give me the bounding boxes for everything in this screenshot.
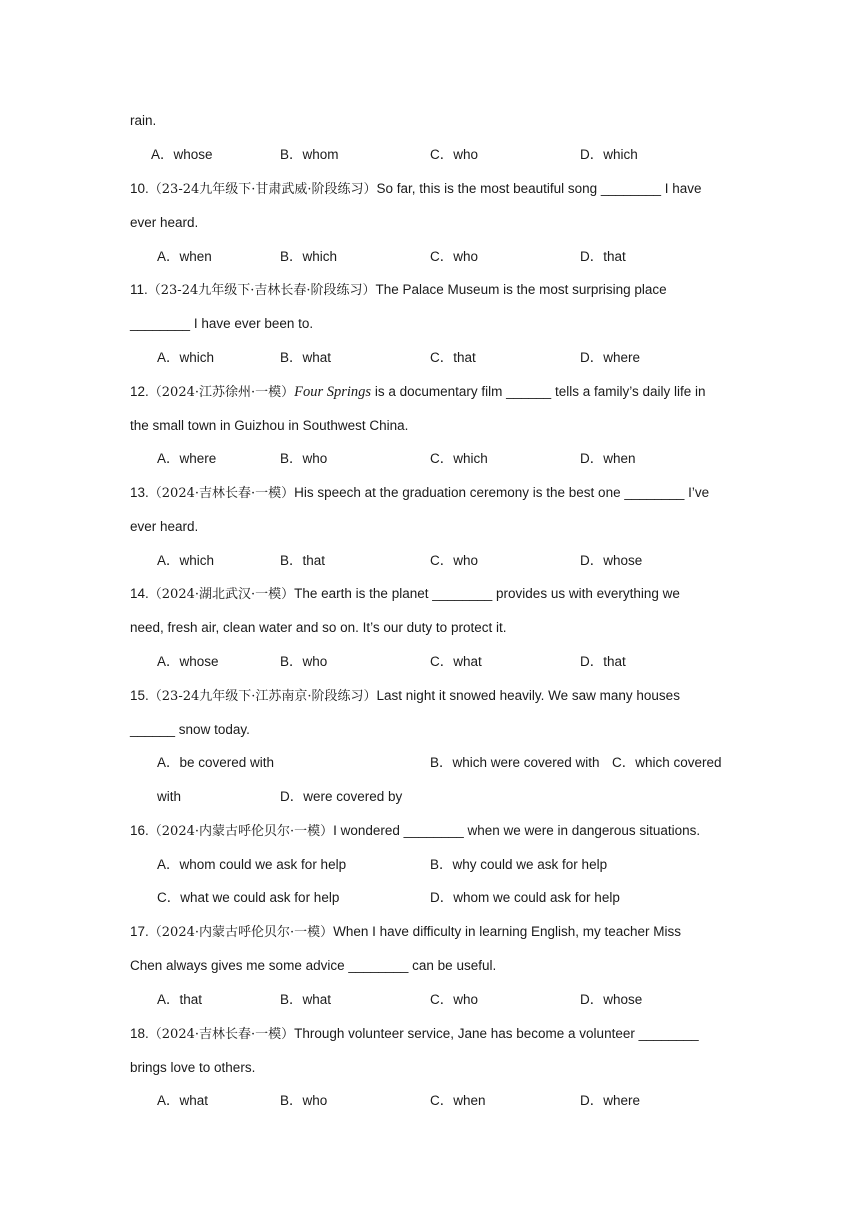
q15-option-c: C．which covered (612, 755, 722, 770)
question-12-line-1 (130, 383, 734, 402)
q16-option-d: D．whom we could ask for help (430, 890, 620, 905)
q9-option-d: D．which (580, 147, 638, 162)
question-number: 12. (130, 384, 149, 399)
question-14-line-2: need, fresh air, clean water and so on. It’s our duty to protect it. (130, 620, 507, 635)
q13-option-c: C．who (430, 553, 479, 568)
question-18-line-1 (130, 1025, 734, 1044)
q14-option-b: B．who (280, 654, 328, 669)
question-number: 18. (130, 1026, 149, 1041)
question-number: 17. (130, 924, 149, 939)
q10-option-a: A．when (157, 249, 212, 264)
q15-option-b: B．which were covered with (430, 755, 600, 770)
q16-option-c: C．what we could ask for help (157, 890, 340, 905)
q17-option-c: C．who (430, 992, 479, 1007)
question-text: His speech at the graduation ceremony is the best one ________ I’ve (294, 485, 710, 500)
q12-option-d: D．when (580, 451, 636, 466)
question-11-line-1 (130, 281, 734, 300)
question-17-line-2: Chen always gives me some advice ________ can be useful. (130, 958, 497, 973)
question-source: （23-24九年级下·吉林长春·阶段练习） (147, 283, 376, 298)
q10-option-b: B．which (280, 249, 338, 264)
question-10-line-1 (130, 180, 734, 199)
q10-option-c: C．who (430, 249, 479, 264)
question-source: （2024·湖北武汉·一模） (148, 587, 295, 602)
question-source: （2024·吉林长春·一模） (148, 1027, 295, 1042)
q15-option-a: A．be covered with (157, 755, 275, 770)
q18-option-d: D．where (580, 1093, 641, 1108)
question-10-line-2: ever heard. (130, 215, 199, 230)
q14-option-a: A．whose (157, 654, 219, 669)
q15-option-c-wrap: with (157, 789, 182, 804)
q17-option-d: D．whose (580, 992, 643, 1007)
question-text: When I have difficulty in learning English, my teacher Miss (333, 924, 682, 939)
question-text: I wondered ________ when we were in dangerous situations. (333, 823, 701, 838)
q18-option-b: B．who (280, 1093, 328, 1108)
question-16-line-1 (130, 822, 734, 841)
question-13-line-2: ever heard. (130, 519, 199, 534)
q12-option-c: C．which (430, 451, 488, 466)
q11-option-b: B．what (280, 350, 332, 365)
question-14-line-1 (130, 585, 734, 604)
question-text: So far, this is the most beautiful song ________ I have (376, 181, 702, 196)
q14-option-d: D．that (580, 654, 626, 669)
question-12-line-2: the small town in Guizhou in Southwest China. (130, 418, 409, 433)
q13-option-a: A．which (157, 553, 215, 568)
question-18-line-2: brings love to others. (130, 1060, 256, 1075)
question-number: 13. (130, 485, 149, 500)
question-number: 11. (130, 282, 148, 297)
q17-option-a: A．that (157, 992, 203, 1007)
q9-option-c: C．who (430, 147, 479, 162)
question-source: （2024·吉林长春·一模） (148, 486, 295, 501)
question-15-line-2: ______ snow today. (130, 722, 250, 737)
q18-option-a: A．what (157, 1093, 209, 1108)
q13-option-d: D．whose (580, 553, 643, 568)
q14-option-c: C．what (430, 654, 482, 669)
q17-option-b: B．what (280, 992, 332, 1007)
q13-option-b: B．that (280, 553, 326, 568)
question-text: Through volunteer service, Jane has become a volunteer ________ (294, 1026, 699, 1041)
question-source: （2024·内蒙古呼伦贝尔·一模） (148, 824, 334, 839)
q18-option-c: C．when (430, 1093, 486, 1108)
question-number: 16. (130, 823, 149, 838)
question-source: （2024·江苏徐州·一模） (148, 385, 295, 400)
q12-option-b: B．who (280, 451, 328, 466)
q12-option-a: A．where (157, 451, 217, 466)
question-15-line-1 (130, 687, 734, 706)
q11-option-d: D．where (580, 350, 641, 365)
question-text: The Palace Museum is the most surprising place (375, 282, 667, 297)
question-source: （23-24九年级下·江苏南京·阶段练习） (148, 689, 377, 704)
question-number: 14. (130, 586, 149, 601)
question-source: （23-24九年级下·甘肃武威·阶段练习） (148, 182, 377, 197)
question-number: 15. (130, 688, 149, 703)
q16-option-a: A．whom could we ask for help (157, 857, 347, 872)
question-13-line-1 (130, 484, 734, 503)
question-number: 10. (130, 181, 149, 196)
question-11-line-2: ________ I have ever been to. (130, 316, 314, 331)
q15-option-d: D．were covered by (280, 789, 403, 804)
q9-option-b: B．whom (280, 147, 339, 162)
question-text: Last night it snowed heavily. We saw many houses (376, 688, 680, 703)
q11-option-a: A．which (157, 350, 215, 365)
question-text: is a documentary film ______ tells a family’s daily life in (371, 384, 706, 399)
question-source: （2024·内蒙古呼伦贝尔·一模） (148, 925, 334, 940)
question-9-tail: rain. (130, 113, 157, 128)
question-text: The earth is the planet ________ provides us with everything we (294, 586, 680, 601)
q10-option-d: D．that (580, 249, 626, 264)
q9-option-a: A．whose (151, 147, 213, 162)
q16-option-b: B．why could we ask for help (430, 857, 608, 872)
q11-option-c: C．that (430, 350, 476, 365)
film-title: Four Springs (294, 384, 372, 400)
question-17-line-1 (130, 923, 734, 942)
